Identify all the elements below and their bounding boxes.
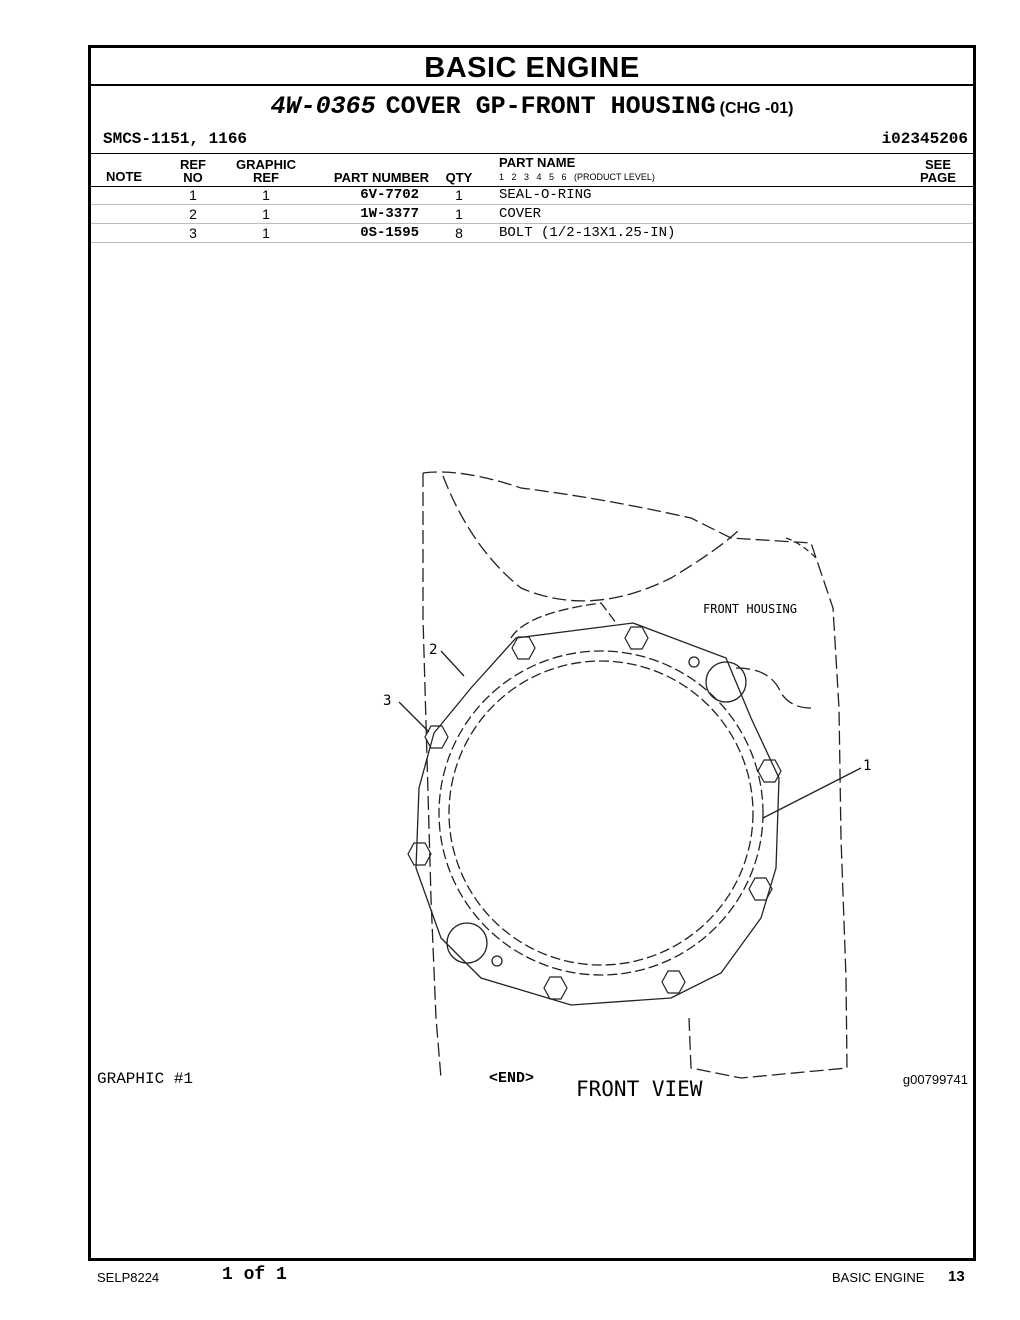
col-graphic-bottom: REF [253, 170, 279, 185]
col-note: NOTE [105, 169, 143, 184]
part-number-link[interactable]: 1W-3377 [360, 206, 419, 222]
ref-number: 2 [189, 206, 197, 222]
footer-page-number: 13 [948, 1268, 965, 1285]
graphic-ref: 1 [262, 206, 270, 222]
title-bar [91, 48, 973, 86]
illustration-id: i02345206 [881, 130, 968, 148]
graphic-ref: 1 [262, 225, 270, 241]
col-ref-bottom: NO [183, 170, 203, 185]
table-row [91, 186, 973, 205]
quantity: 8 [455, 225, 463, 241]
part-name: BOLT (1/2-13X1.25-IN) [499, 225, 676, 241]
part-name: COVER [499, 206, 542, 222]
product-levels: 1 2 3 4 5 6 (PRODUCT LEVEL) [499, 172, 655, 182]
col-part-number: PART NUMBER [333, 170, 429, 185]
ref-number: 3 [189, 225, 197, 241]
front-housing-diagram [271, 418, 891, 1118]
col-see-top: SEE [924, 157, 951, 172]
graphic-caption: GRAPHIC #1 [97, 1070, 194, 1088]
graphic-ref: 1 [262, 187, 270, 203]
col-part-name: PART NAME [499, 155, 576, 170]
part-number-link[interactable]: 0S-1595 [360, 225, 419, 241]
footer-document-number: SELP8224 [97, 1270, 160, 1285]
col-graphic-top: GRAPHIC [236, 157, 296, 172]
graphic-id: g00799741 [902, 1072, 968, 1087]
housing-label: FRONT HOUSING [703, 602, 797, 616]
section-title: BASIC ENGINE [424, 52, 640, 84]
quantity: 1 [455, 206, 463, 222]
footer-page-count: 1 of 1 [222, 1265, 287, 1285]
col-qty: QTY [445, 170, 473, 185]
change-level: (CHG -01) [719, 100, 794, 117]
part-number-link[interactable]: 6V-7702 [360, 187, 419, 203]
part-name: SEAL-O-RING [499, 187, 592, 203]
group-description: COVER GP-FRONT HOUSING [385, 92, 716, 121]
col-ref-top: REF [180, 157, 206, 172]
callout-3: 3 [383, 693, 392, 709]
table-row [91, 224, 973, 243]
quantity: 1 [455, 187, 463, 203]
ref-number: 1 [189, 187, 197, 203]
view-label: FRONT VIEW [576, 1077, 703, 1101]
group-heading [91, 92, 973, 121]
parts-page-frame [88, 45, 976, 1261]
table-row [91, 205, 973, 224]
callout-1: 1 [863, 758, 872, 774]
smcs-codes: SMCS-1151, 1166 [103, 130, 248, 148]
col-see-bottom: PAGE [920, 170, 956, 185]
end-marker: <END> [489, 1070, 535, 1087]
callout-2: 2 [429, 642, 438, 658]
footer-section: BASIC ENGINE [832, 1270, 925, 1285]
group-part-number: 4W-0365 [270, 92, 376, 121]
